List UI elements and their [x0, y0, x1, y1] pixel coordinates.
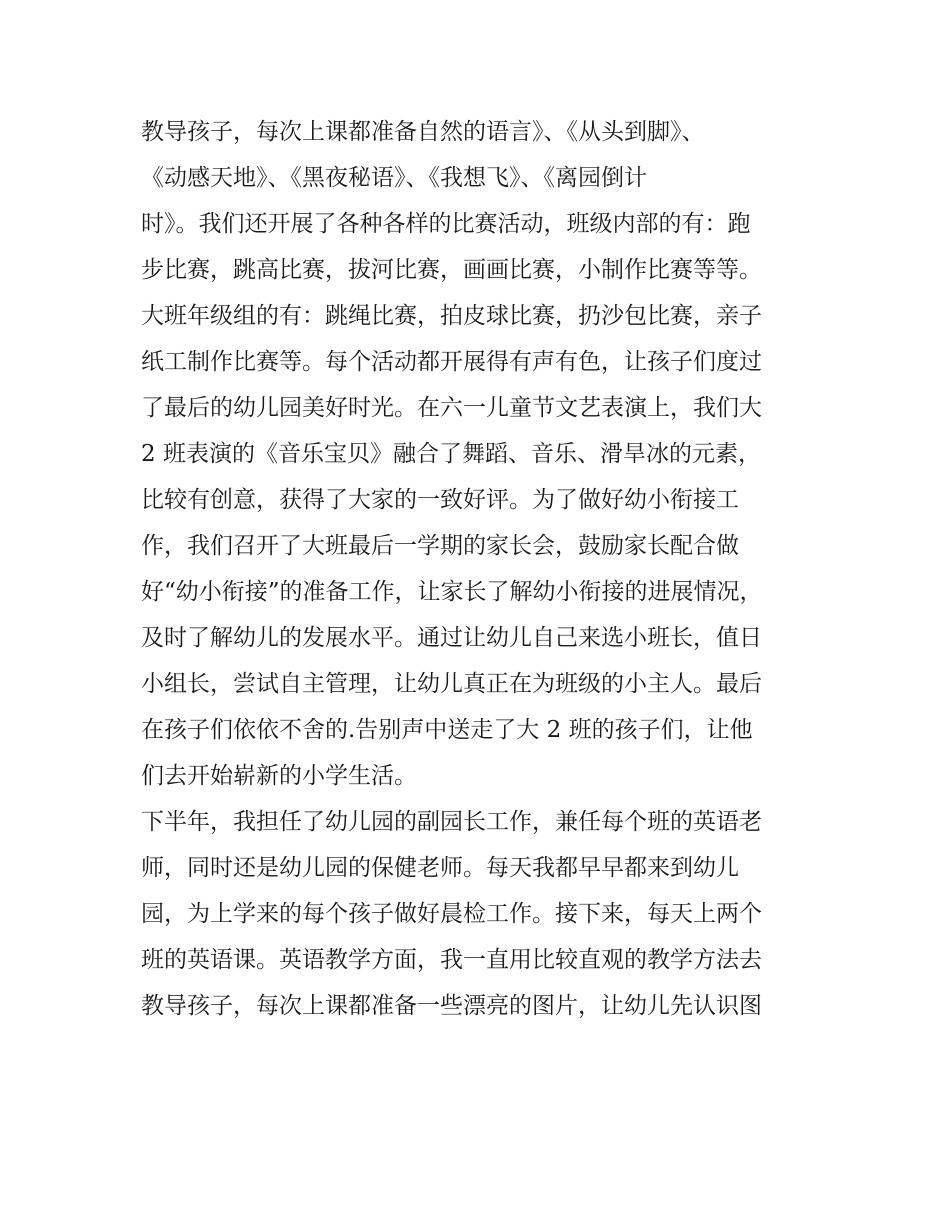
text-line: 好“幼小衔接”的准备工作，让家长了解幼小衔接的进展情况，: [141, 579, 763, 605]
text-line: 下半年，我担任了幼儿园的副园长工作，兼任每个班的英语老: [141, 809, 762, 835]
text-line: 在孩子们依依不舍的.告别声中送走了大 2 班的孩子们，让他: [141, 717, 753, 743]
text-line: 《动感天地》、《黑夜秘语》、《我想飞》、《离园倒计: [141, 165, 647, 191]
text-line: 教导孩子，每次上课都准备自然的语言》、《从头到脚》、: [141, 119, 705, 145]
paragraph: [141, 109, 821, 799]
text-line: 们去开始崭新的小学生活。: [141, 763, 417, 789]
document-body: [141, 109, 821, 1029]
text-line: 作，我们召开了大班最后一学期的家长会，鼓励家长配合做: [141, 533, 739, 559]
text-line: 2 班表演的《音乐宝贝》融合了舞蹈、音乐、滑旱冰的元素，: [141, 441, 761, 467]
text-line: 班的英语课。英语教学方面，我一直用比较直观的教学方法去: [141, 947, 762, 973]
paragraph: [141, 799, 821, 1029]
text-line: 大班年级组的有：跳绳比赛，拍皮球比赛，扔沙包比赛，亲子: [141, 303, 762, 329]
text-line: 教导孩子，每次上课都准备一些漂亮的图片，让幼儿先认识图: [141, 993, 762, 1019]
text-line: 步比赛，跳高比赛，拔河比赛，画画比赛，小制作比赛等等。: [141, 257, 762, 283]
text-line: 及时了解幼儿的发展水平。通过让幼儿自己来选小班长，值日: [141, 625, 762, 651]
text-line: 师，同时还是幼儿园的保健老师。每天我都早早都来到幼儿: [141, 855, 739, 881]
text-line: 纸工制作比赛等。每个活动都开展得有声有色，让孩子们度过: [141, 349, 762, 375]
text-line: 比较有创意，获得了大家的一致好评。为了做好幼小衔接工: [141, 487, 739, 513]
text-line: 时》。我们还开展了各种各样的比赛活动，班级内部的有：跑: [141, 211, 751, 237]
text-line: 小组长，尝试自主管理，让幼儿真正在为班级的小主人。最后: [141, 671, 762, 697]
text-line: 园，为上学来的每个孩子做好晨检工作。接下来，每天上两个: [141, 901, 762, 927]
text-line: 了最后的幼儿园美好时光。在六一儿童节文艺表演上，我们大: [141, 395, 762, 421]
